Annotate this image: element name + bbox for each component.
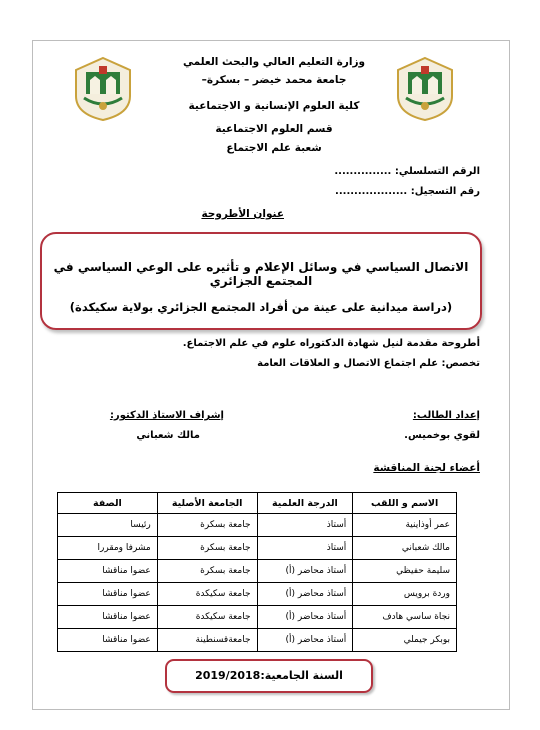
thesis-title-heading: عنوان الأطروحة [201,208,284,220]
member-university: جامعة سكيكدة [157,583,257,606]
table-row [58,583,457,606]
member-degree: أستاذ محاضر (أ) [257,583,353,606]
supervisor-name: مالك شعباني [136,430,200,441]
department-name: قسم العلوم الاجتماعية [215,123,333,135]
serial-number-field: الرقم التسلسلي: ............... [334,166,480,177]
jury-heading: أعضاء لجنة المناقشة [373,462,480,474]
faculty-name: كلية العلوم الإنسانية و الاجتماعية [188,100,360,112]
member-degree: أستاذ محاضر (أ) [257,629,353,652]
member-university: جامعة سكيكدة [157,606,257,629]
table-row [58,537,457,560]
member-name: مالك شعباني [353,537,457,560]
member-name: سليمة حفيظي [353,560,457,583]
member-degree: أستاذ [257,514,353,537]
table-row [58,514,457,537]
thesis-title-box [40,232,482,330]
jury-table [57,492,457,652]
column-header-name: الاسم و اللقب [353,493,457,514]
member-role: عضوا مناقشا [58,583,158,606]
member-role: رئيسا [58,514,158,537]
student-label: إعداد الطالب: [412,410,480,421]
member-name: بوبكر جيملي [353,629,457,652]
column-header-degree: الدرجة العلمية [257,493,353,514]
member-role: مشرفا ومقررا [58,537,158,560]
table-row [58,560,457,583]
registration-number-field: رقم التسجيل: ................... [335,186,480,197]
thesis-subtitle: (دراسة ميدانية على عينة من أفراد المجتمع الجزائري بولاية سكيكدة) [69,300,453,314]
submission-statement: أطروحة مقدمة لنيل شهادة الدكتوراه علوم في علم الاجتماع. [182,338,480,349]
university-name: جامعة محمد خيضر – بسكرة– [201,74,347,86]
academic-year: السنة الجامعية:2019/2018 [195,669,343,682]
member-degree: أستاذ محاضر (أ) [257,606,353,629]
member-name: نجاة ساسي هادف [353,606,457,629]
member-university: جامعة بسكرة [157,537,257,560]
member-university: جامعةقسنطينة [157,629,257,652]
student-name: لقوي بوخميس. [404,430,480,441]
member-name: وردة برويس [353,583,457,606]
member-degree: أستاذ [257,537,353,560]
jury-table-header [58,493,457,514]
member-name: عمر أوذاينية [353,514,457,537]
branch-name: شعبة علم الاجتماع [226,142,322,154]
table-row [58,606,457,629]
supervisor-label: إشراف الاستاذ الدكتور: [109,410,224,421]
table-row [58,629,457,652]
ministry-name: وزارة التعليم العالي والبحث العلمي [182,56,366,68]
specialization: تخصص: علم اجتماع الاتصال و العلاقات العامة [257,358,480,369]
academic-year-box [165,659,373,693]
thesis-title: الاتصال السياسي في وسائل الإعلام و تأثيره على الوعي السياسي في المجتمع الجزائري [53,260,469,288]
member-degree: أستاذ محاضر (أ) [257,560,353,583]
column-header-role: الصفة [58,493,158,514]
university-logo-right [394,56,456,122]
member-role: عضوا مناقشا [58,606,158,629]
column-header-university: الجامعة الأصلية [157,493,257,514]
member-university: جامعة بسكرة [157,560,257,583]
member-university: جامعة بسكرة [157,514,257,537]
member-role: عضوا مناقشا [58,629,158,652]
member-role: عضوا مناقشا [58,560,158,583]
university-logo-left [72,56,134,122]
